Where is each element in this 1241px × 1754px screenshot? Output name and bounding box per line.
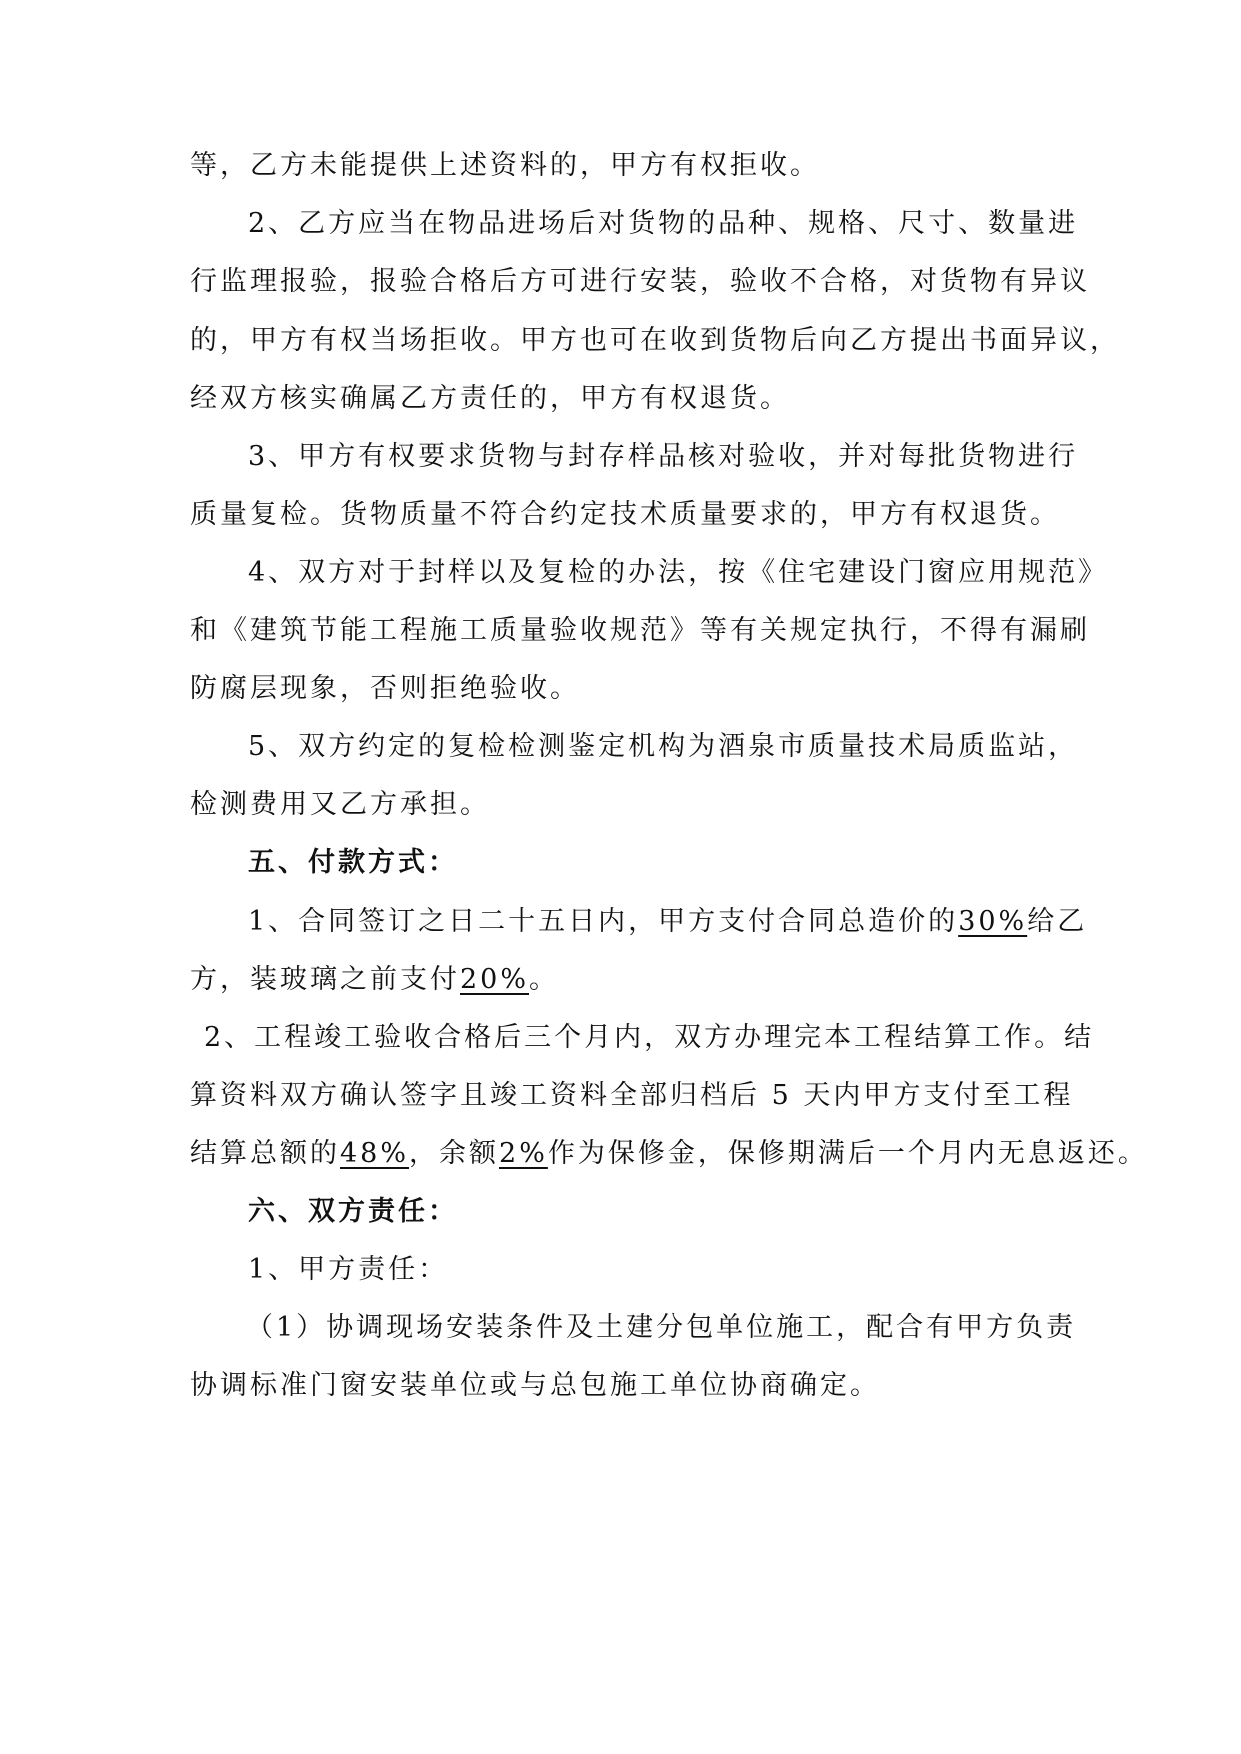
payment-clause-2-tail: 作为保修金，保修期满后一个月内无息返还。	[547, 1138, 1148, 1169]
responsibility-item-1-line-2: 协调标准门窗安装单位或与总包施工单位协商确定。	[190, 1370, 880, 1401]
payment-percent-48: 48%	[340, 1138, 410, 1169]
party-a-responsibility-heading: 1、甲方责任：	[248, 1254, 449, 1285]
payment-percent-30: 30%	[958, 906, 1028, 937]
section-heading-responsibilities: 六、双方责任：	[248, 1196, 458, 1227]
clause-4-line-1: 4、双方对于封样以及复检的办法，按《住宅建设门窗应用规范》	[248, 557, 1109, 588]
payment-clause-2-line-3	[190, 1134, 1148, 1174]
clause-2-line-3: 的，甲方有权当场拒收。甲方也可在收到货物后向乙方提出书面异议，	[190, 325, 1120, 356]
clause-5-line-1: 5、双方约定的复检检测鉴定机构为酒泉市质量技术局质监站，	[248, 731, 1079, 762]
clause-2-line-2: 行监理报验，报验合格后方可进行安装，验收不合格，对货物有异议	[190, 266, 1090, 297]
clause-4-line-2: 和《建筑节能工程施工质量验收规范》等有关规定执行，不得有漏刷	[190, 615, 1090, 646]
clause-4-line-3: 防腐层现象，否则拒绝验收。	[190, 673, 580, 704]
payment-clause-1-line-1	[248, 902, 1087, 942]
clause-2-line-4: 经双方核实确属乙方责任的，甲方有权退货。	[190, 383, 790, 414]
payment-clause-2-text: 结算总额的	[190, 1138, 340, 1169]
paragraph-line: 等，乙方未能提供上述资料的，甲方有权拒收。	[190, 150, 820, 181]
payment-clause-1-period: 。	[529, 964, 560, 995]
payment-clause-1-tail: 给乙	[1027, 906, 1088, 937]
clause-3-line-2: 质量复检。货物质量不符合约定技术质量要求的，甲方有权退货。	[190, 499, 1060, 530]
payment-clause-1-line-2	[190, 960, 559, 1000]
clause-3-line-1: 3、甲方有权要求货物与封存样品核对验收，并对每批货物进行	[248, 441, 1079, 472]
payment-percent-20: 20%	[460, 964, 530, 995]
payment-clause-1-text-2: 方，装玻璃之前支付	[190, 964, 460, 995]
section-heading-payment: 五、付款方式：	[248, 847, 458, 878]
payment-clause-2-line-1: 2、工程竣工验收合格后三个月内，双方办理完本工程结算工作。结	[204, 1022, 1095, 1053]
payment-clause-2-balance: ，余额	[409, 1138, 500, 1169]
payment-percent-2: 2%	[499, 1138, 548, 1169]
payment-clause-1-text: 1、合同签订之日二十五日内，甲方支付合同总造价的	[248, 906, 959, 937]
clause-2-line-1: 2、乙方应当在物品进场后对货物的品种、规格、尺寸、数量进	[248, 208, 1079, 239]
clause-5-line-2: 检测费用又乙方承担。	[190, 789, 490, 820]
payment-clause-2-line-2: 算资料双方确认签字且竣工资料全部归档后 5 天内甲方支付至工程	[190, 1080, 1074, 1111]
responsibility-item-1-line-1: （1）协调现场安装条件及土建分包单位施工，配合有甲方负责	[246, 1312, 1077, 1343]
